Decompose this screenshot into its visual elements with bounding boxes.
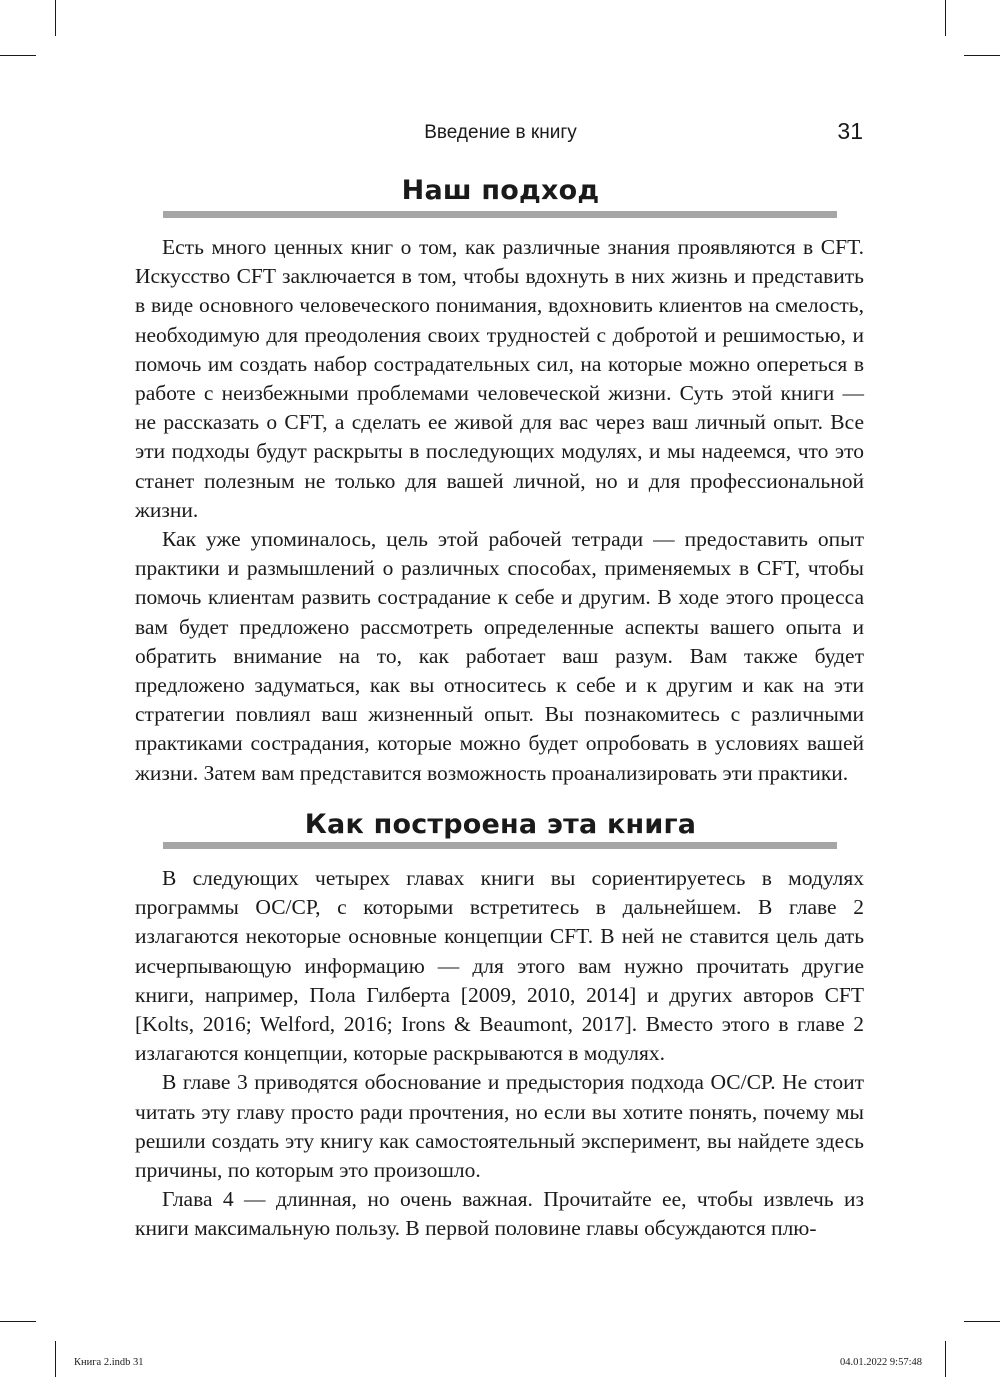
crop-mark — [55, 0, 56, 36]
crop-mark — [964, 55, 1000, 56]
section-body-book-structure — [135, 864, 864, 1244]
paragraph: Есть много ценных книг о том, как различные знания проявляются в CFT. Искусство CFT заключается в том, чтобы вдохнуть в них жизнь и представить в виде основного человеческого понимания, вдохновить клиентов на смелость, необходимую для преодоления своих трудностей с добротой и решимостью, и помочь им создать набор сострадательных сил, на которые можно опереться в работе с неизбежными проблемами человеческой жизни. Суть этой книги — не рассказать о CFT, а сделать ее живой для вас через ваш личный опыт. Все эти подходы будут раскрыты в последующих модулях, и мы надеемся, что это станет полезным не только для вашей личной, но и для профессиональной жизни. — [135, 235, 864, 522]
page-number: 31 — [837, 118, 863, 144]
paragraph: Как уже упоминалось, цель этой рабочей тетради — предоставить опыт практики и размышлений о различных способах, применяемых в CFT, чтобы помочь клиентам развить сострадание к себе и другим. В ходе этого процесса вам будет предложено рассмотреть определенные аспекты вашего опыта и обратить внимание на то, как работает ваш разум. Вам также будет предложено задуматься, как вы относитесь к себе и к другим и как на эти стратегии повлиял ваш жизненный опыт. Вы познакомитесь с различными практиками сострадания, которые можно будет опробовать в условиях вашей жизни. Затем вам представится возможность проанализировать эти практики. — [135, 527, 864, 785]
slug-datetime: 04.01.2022 9:57:48 — [840, 1357, 922, 1368]
crop-mark — [55, 1341, 56, 1377]
crop-mark — [0, 55, 36, 56]
crop-mark — [964, 1321, 1000, 1322]
crop-mark — [945, 0, 946, 36]
section-title-book-structure: Как построена эта книга — [304, 809, 697, 840]
crop-mark — [0, 1321, 36, 1322]
paragraph: В главе 3 приводятся обоснование и предыстория подхода ОС/СР. Не стоит читать эту главу просто ради прочтения, но если вы хотите понять, почему мы решили создать эту книгу как самостоятельный эксперимент, вы найдете здесь причины, по которым это произошло. — [135, 1070, 864, 1183]
running-head — [163, 118, 863, 148]
section-rule — [163, 842, 837, 849]
paragraph: В следующих четырех главах книги вы сориентируетесь в модулях программы ОС/СР, с которыми встретитесь в дальнейшем. В главе 2 излагаются некоторые основные концепции CFT. В ней не ставится цель дать исчерпывающую информацию — для этого вам нужно прочитать другие книги, например, Пола Гилберта [2009, 2010, 2014] и других авторов CFT [Kolts, 2016; Welford, 2016; Irons & Beaumont, 2017]. Вместо этого в главе 2 излагаются концепции, которые раскрываются в модулях. — [135, 866, 864, 1066]
section-body-our-approach — [135, 233, 864, 788]
section-title-our-approach: Наш подход — [401, 175, 600, 206]
slug-file: Книга 2.indb 31 — [74, 1357, 144, 1368]
section-rule — [163, 211, 837, 218]
running-title: Введение в книгу — [424, 122, 577, 143]
crop-mark — [945, 1341, 946, 1377]
paragraph: Глава 4 — длинная, но очень важная. Прочитайте ее, чтобы извлечь из книги максимальную пользу. В первой половине главы обсуждаются плю- — [135, 1187, 864, 1241]
